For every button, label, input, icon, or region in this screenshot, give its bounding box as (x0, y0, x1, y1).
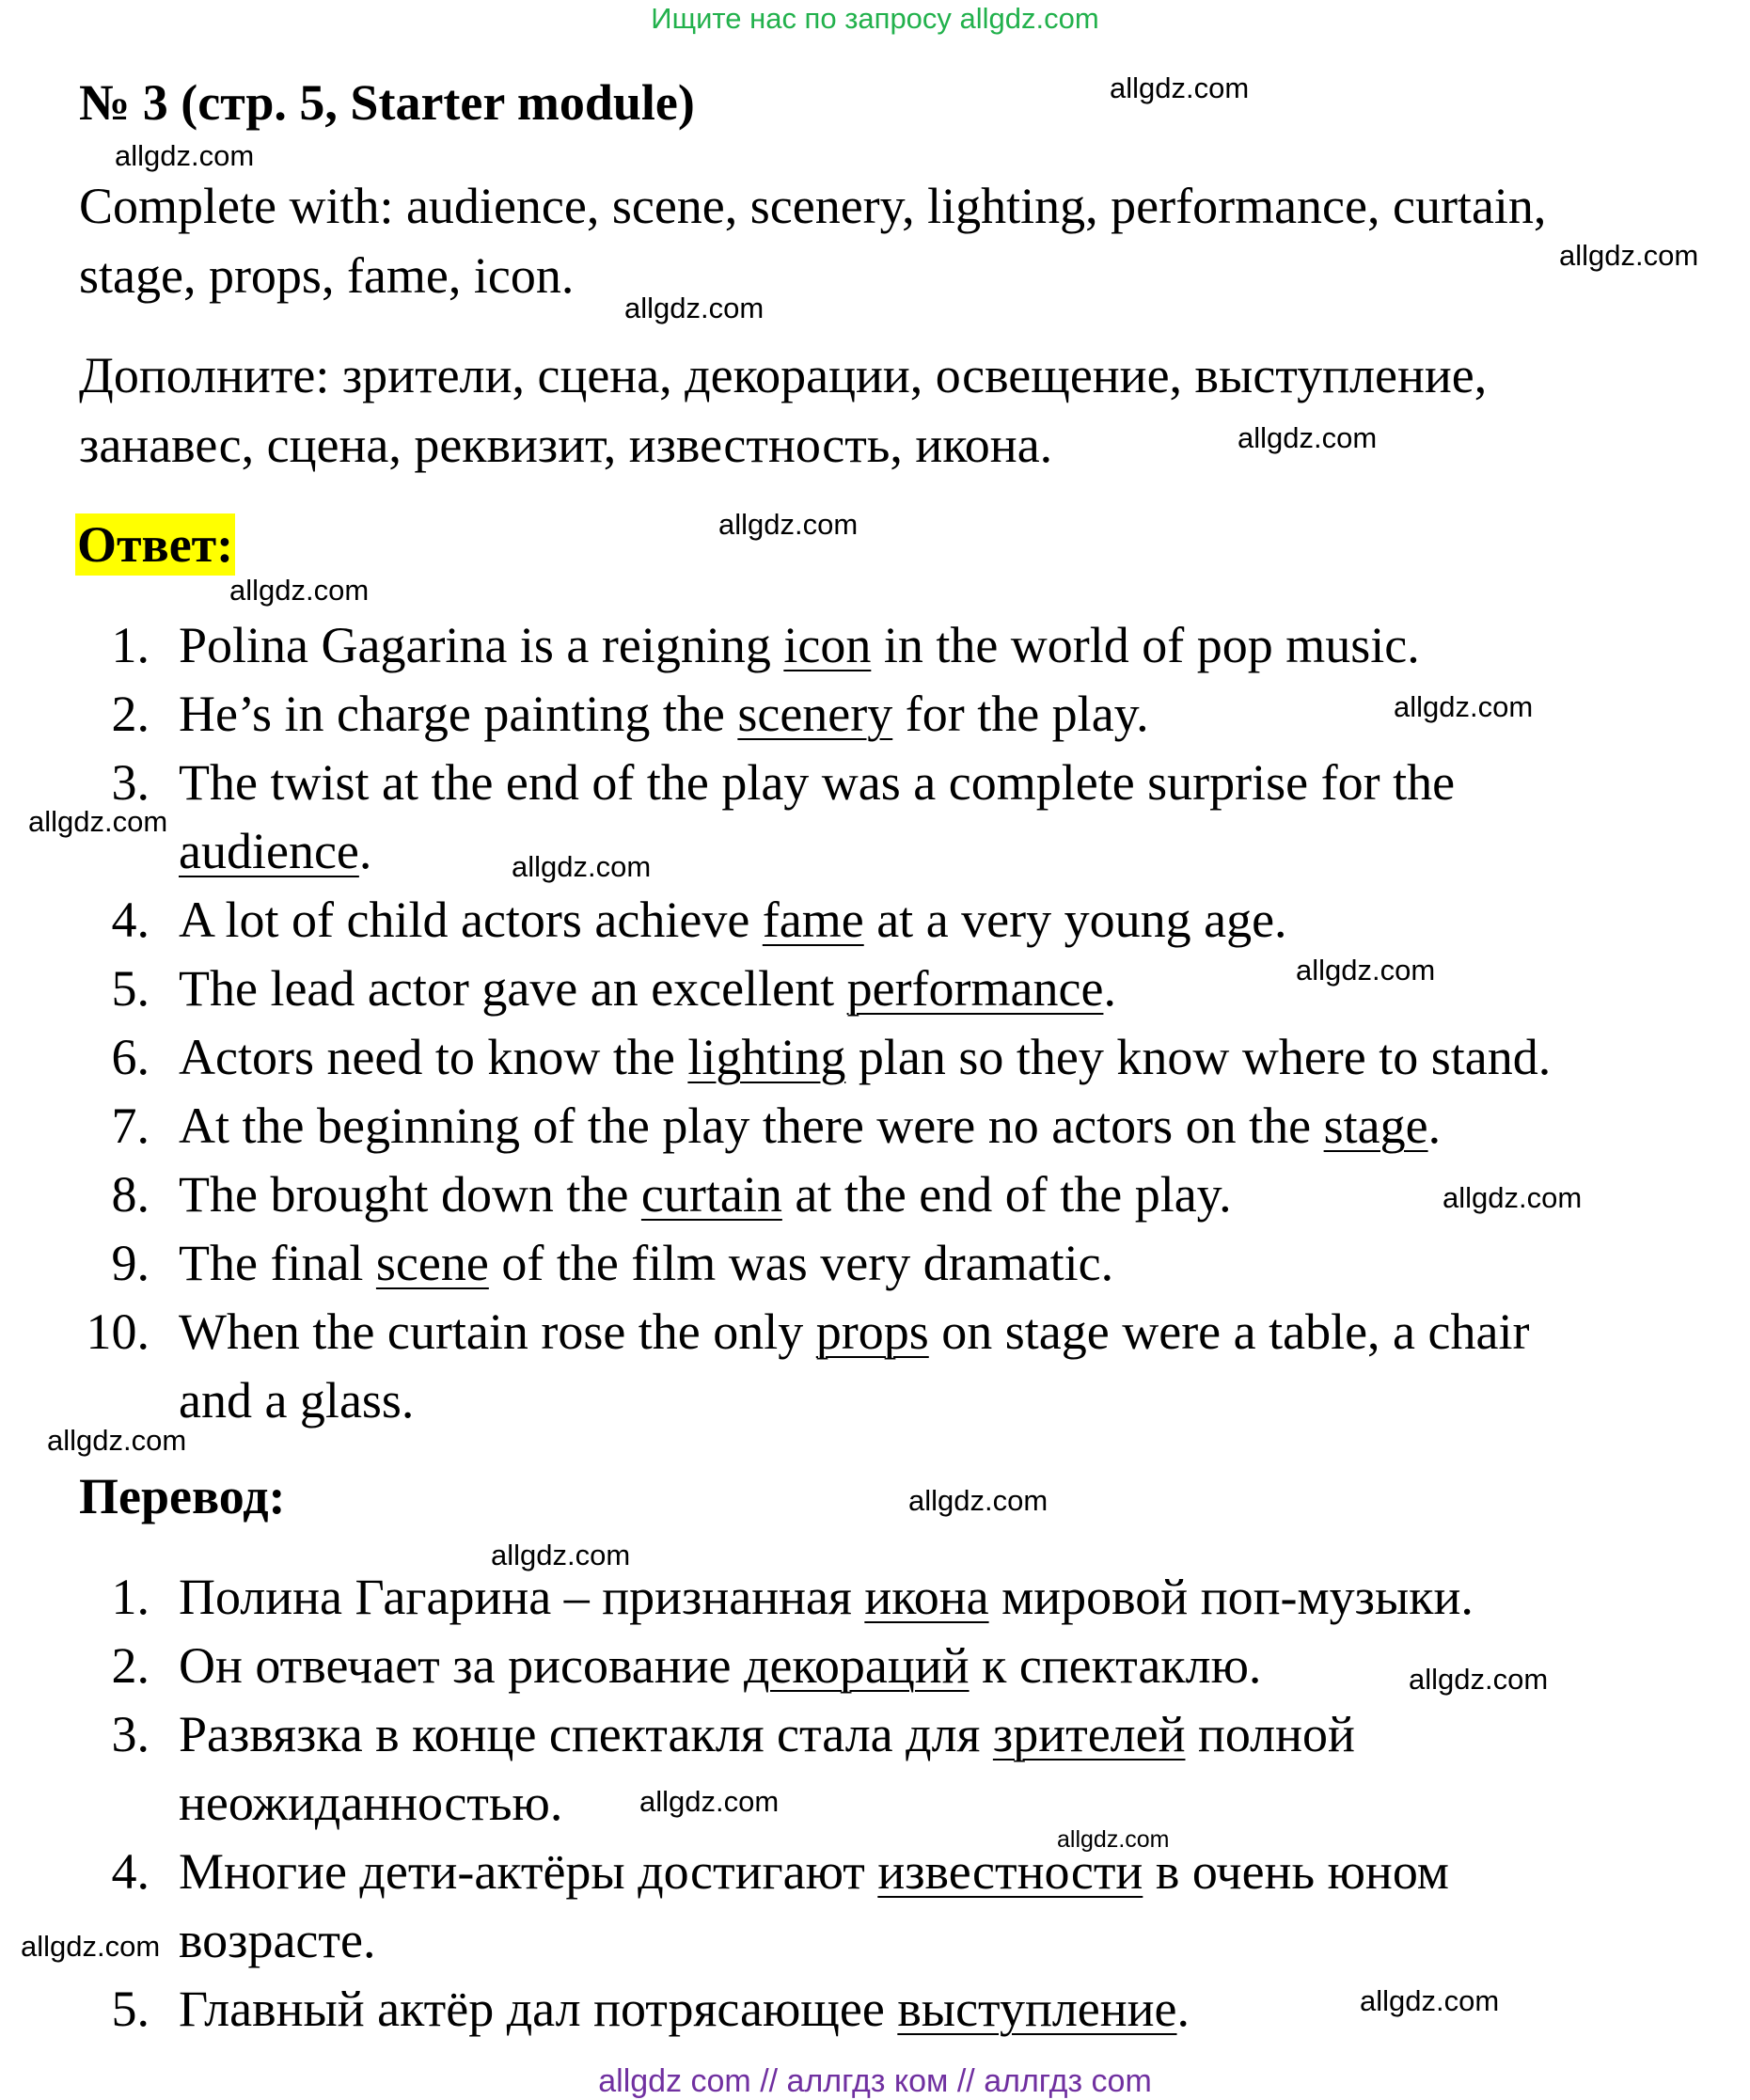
watermark: allgdz.com (1057, 1826, 1170, 1853)
answer-word: scene (375, 1235, 489, 1291)
item-text: A lot of child actors achieve fame at a very young age. (179, 892, 1287, 948)
watermark: allgdz.com (1238, 421, 1378, 454)
task-russian (79, 340, 1487, 480)
answer-word: икона (864, 1569, 989, 1625)
item-number: 9. (111, 1235, 150, 1291)
watermark: allgdz.com (1394, 690, 1534, 723)
answer-word: curtain (640, 1166, 782, 1223)
watermark: allgdz.com (115, 139, 255, 172)
item-number: 7. (111, 1097, 150, 1154)
item-text: Polina Gagarina is a reigning icon in the world of pop music. (179, 617, 1420, 673)
item-number: 2. (111, 686, 150, 742)
answer-word: выступление (897, 1981, 1177, 2037)
watermark: allgdz.com (1409, 1663, 1549, 1696)
answer-word: icon (783, 617, 872, 673)
answer-label: Ответ: (75, 513, 235, 576)
answer-word: audience (179, 823, 359, 879)
item-text: Развязка в конце спектакля стала для зрителей полной (179, 1706, 1355, 1762)
task-english (79, 171, 1546, 310)
item-text: audience. (179, 823, 372, 879)
answer-word: scenery (737, 686, 893, 742)
task-english-line-1: Complete with: audience, scene, scenery, lighting, performance, curtain, (79, 178, 1547, 234)
watermark: allgdz.com (1360, 1984, 1500, 2017)
translation-label: Перевод: (79, 1468, 286, 1524)
answer-word: декораций (743, 1637, 970, 1694)
watermark: allgdz.com (229, 574, 370, 607)
watermark: allgdz.com (21, 1930, 161, 1963)
item-text: The twist at the end of the play was a complete surprise for the (179, 754, 1456, 811)
item-number: 5. (111, 960, 150, 1017)
answer-word: зрителей (992, 1706, 1186, 1762)
answer-word: fame (762, 892, 864, 948)
item-text: The brought down the curtain at the end of the play. (179, 1166, 1232, 1223)
item-number: 4. (111, 1843, 150, 1900)
item-text: He’s in charge painting the scenery for the play. (179, 686, 1149, 742)
answer-word: lighting (687, 1029, 846, 1085)
item-number: 10. (86, 1303, 150, 1360)
answer-word: performance (846, 960, 1104, 1017)
item-number: 3. (111, 754, 150, 811)
footer: allgdz com // аллгдз ком // аллгдз com (598, 2063, 1152, 2099)
item-number: 5. (111, 1981, 150, 2037)
item-number: 3. (111, 1706, 150, 1762)
item-text: and a glass. (179, 1372, 415, 1429)
watermark: allgdz.com (491, 1539, 631, 1571)
item-number: 1. (111, 1569, 150, 1625)
watermark: allgdz.com (1110, 71, 1250, 104)
watermark: allgdz.com (718, 508, 859, 541)
item-text: The final scene of the film was very dramatic. (179, 1235, 1114, 1291)
top-banner: Ищите нас по запросу allgdz.com (651, 2, 1099, 35)
watermark: allgdz.com (908, 1484, 1048, 1517)
item-text: Он отвечает за рисование декораций к спектаклю. (179, 1637, 1262, 1694)
exercise-title: № 3 (стр. 5, Starter module) (79, 74, 695, 131)
item-text: The lead actor gave an excellent performance. (179, 960, 1116, 1017)
item-text: When the curtain rose the only props on stage were a table, a chair (179, 1303, 1530, 1360)
item-number: 6. (111, 1029, 150, 1085)
watermark: allgdz.com (28, 805, 168, 838)
task-english-line-2: stage, props, fame, icon. (79, 247, 575, 304)
watermark: allgdz.com (1559, 239, 1699, 272)
task-russian-line-2: занавес, сцена, реквизит, известность, икона. (79, 417, 1053, 473)
item-text: возрасте. (179, 1912, 376, 1968)
watermark: allgdz.com (639, 1785, 780, 1818)
watermark: allgdz.com (47, 1424, 187, 1457)
item-number: 2. (111, 1637, 150, 1694)
watermark: allgdz.com (512, 850, 652, 883)
item-text: Многие дети-актёры достигают известности в очень юном (179, 1843, 1449, 1900)
item-text: Полина Гагарина – признанная икона мировой поп-музыки. (179, 1569, 1474, 1625)
watermark: allgdz.com (1443, 1181, 1583, 1214)
item-text: At the beginning of the play there were no actors on the stage. (179, 1097, 1442, 1154)
watermark: allgdz.com (624, 292, 765, 324)
item-text: Actors need to know the lighting plan so they know where to stand. (179, 1029, 1552, 1085)
item-number: 1. (111, 617, 150, 673)
answer-word: известности (877, 1843, 1143, 1900)
item-text: неожиданностью. (179, 1775, 563, 1831)
item-number: 8. (111, 1166, 150, 1223)
answer-word: stage (1323, 1097, 1428, 1154)
task-russian-line-1: Дополните: зрители, сцена, декорации, освещение, выступление, (79, 347, 1488, 403)
answer-word: props (815, 1303, 929, 1360)
item-number: 4. (111, 892, 150, 948)
watermark: allgdz.com (1296, 954, 1436, 987)
item-text: Главный актёр дал потрясающее выступление. (179, 1981, 1190, 2037)
